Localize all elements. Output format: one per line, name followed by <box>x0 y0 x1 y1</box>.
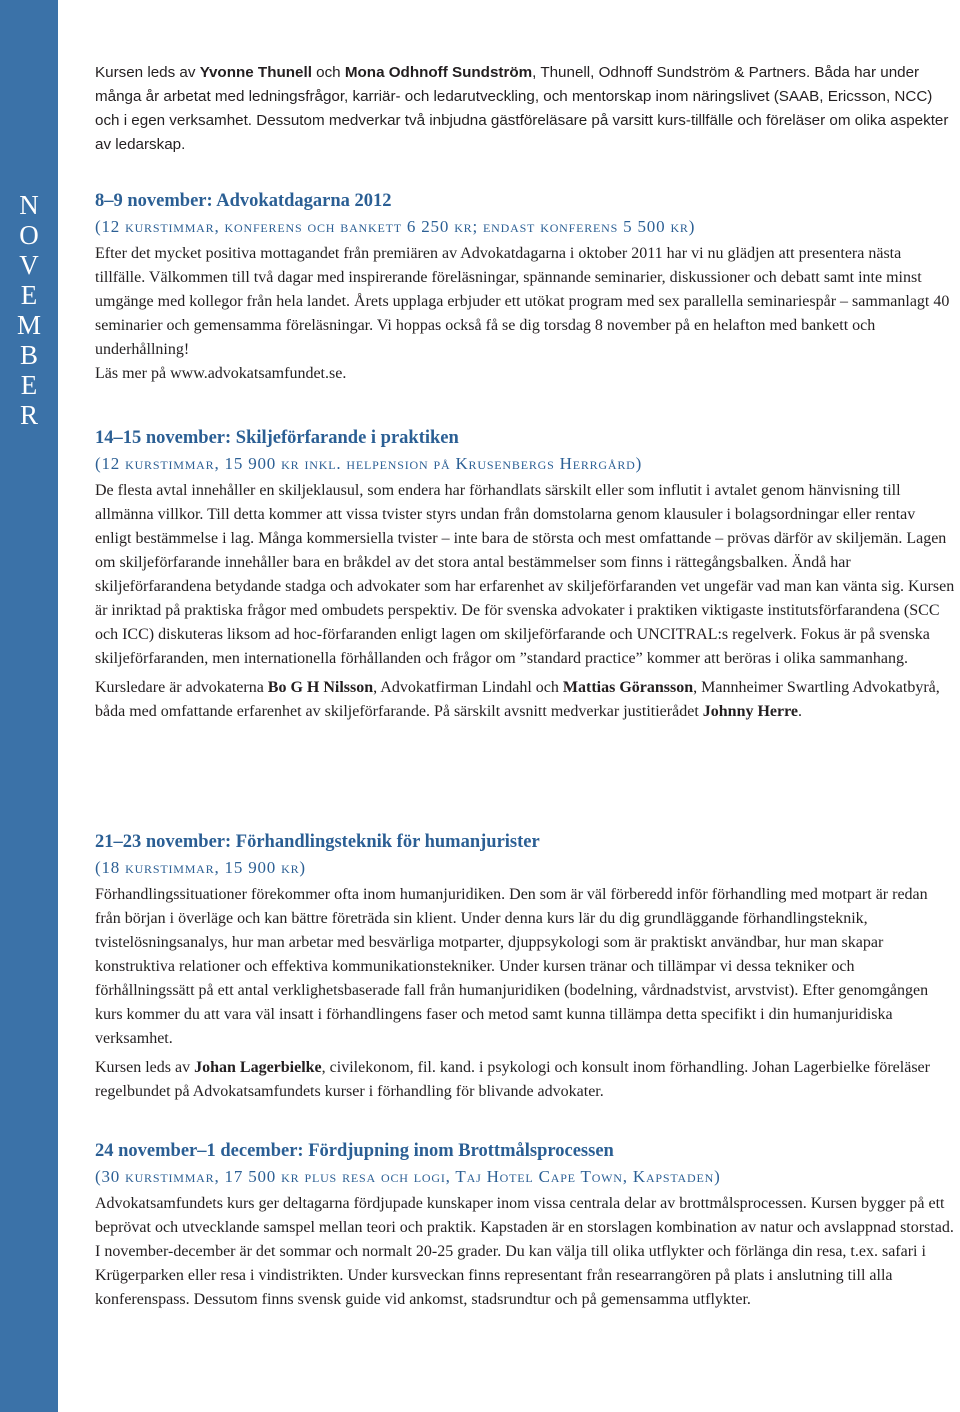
course-leaders <box>95 1056 955 1104</box>
month-letter: V <box>19 250 39 280</box>
month-letter: E <box>20 280 38 310</box>
course-title: 14–15 november: Skiljeförfarande i praktiken <box>95 428 459 448</box>
intro-text: Kursen leds av <box>95 64 200 81</box>
month-letter: E <box>20 370 38 400</box>
course-advokatdagarna <box>95 188 955 386</box>
leader-name: Mattias Göransson <box>562 679 694 696</box>
leader-name: Johnny Herre <box>702 703 799 720</box>
course-brottmalsprocessen <box>95 1138 955 1312</box>
course-title: 21–23 november: Förhandlingsteknik för humanjurister <box>95 832 540 852</box>
leaders-text: , Mannheimer Swartling Advokatbyrå, båda med omfattande erfarenhet av skiljeförfarande. På särskilt avsnitt medverkar justitierådet <box>95 679 940 720</box>
course-subtitle: (30 kurstimmar, 17 500 kr plus resa och logi, Taj Hotel Cape Town, Kapstaden) <box>95 1167 721 1186</box>
course-forhandlingsteknik <box>95 829 955 1104</box>
course-title: 8–9 november: Advokatdagarna 2012 <box>95 191 392 211</box>
intro-text: och <box>311 64 345 81</box>
month-label-november <box>0 190 58 430</box>
intro-text: , Thunell, Odhnoff Sundström & Partners. Båda har under många år arbetat med ledningsfrågor, karriär- och ledarutveckling, och mentorskap inom näringslivet (SAAB, Ericsson, NCC) och i egen verksamhet. Dessutom medverkar två inbjudna gästföreläsare på varsitt kurs-tillfälle och föreläser om olika aspekter av ledarskap. <box>95 64 949 153</box>
course-skiljeforfarande <box>95 425 955 724</box>
leader-name: Bo G H Nilsson <box>267 679 374 696</box>
leaders-text: , Advokatfirman Lindahl och <box>373 679 563 696</box>
month-letter: B <box>19 340 38 370</box>
month-letter: O <box>19 220 39 250</box>
course-link-text: Läs mer på www.advokatsamfundet.se. <box>95 365 347 382</box>
month-letter: N <box>19 190 39 220</box>
month-letter: R <box>19 400 38 430</box>
presenter-name: Yvonne Thunell <box>199 64 312 81</box>
course-description: Efter det mycket positiva mottagandet från premiären av Advokatdagarna i oktober 2011 har vi nu glädjen att presentera nästa tillfälle. Välkommen till två dagar med inspirerande föreläsningar, spännande seminarier, diskussioner och debatt samt inte minst umgänge med kollegor från hela landet. Årets upplaga erbjuder ett utökat program med sex parallella seminariespår – sammanlagt 40 seminarier och gemensamma föreläsningar. Vi hoppas också få se dig torsdag 8 november på en helafton med bankett och underhållning! <box>95 245 950 358</box>
course-leaders <box>95 676 955 724</box>
leaders-text: Kursledare är advokaterna <box>95 679 268 696</box>
course-subtitle: (18 kurstimmar, 15 900 kr) <box>95 858 306 877</box>
month-letter: M <box>16 310 41 340</box>
course-description: De flesta avtal innehåller en skiljeklausul, som endera har förhandlats särskilt eller som influtit i avtalet genom hänvisning till allmänna villkor. Till detta kommer att vissa tvister styrs undan från domstolarna genom klausuler i bolagsordningar eller rentav enligt bestämmelse i lag. Många kommersiella tvister – inte bara de största och mest omfattande – prövas därför av skiljemän. Lagen om skiljeförfarande innehåller bara en bråkdel av det stora antal bestämmelser som finns i rättegångsbalken. Ändå har skiljeförfarandena betydande stadga och advokater som har erfarenhet av skiljeförfaranden vet ungefär vad man kan vänta sig. Kursen är inriktad på praktiska frågor med ombudets perspektiv. De för svenska advokater i praktiken viktigaste institutsförfarandena (SCC och ICC) diskuteras liksom ad hoc-förfaranden enligt lagen om skiljeförfarande och UNCITRAL:s regelverk. Fokus är på svenska skiljeförfaranden, men internationella förhållanden och frågor om ”standard practice” kommer att beröras i olika sammanhang. <box>95 482 955 667</box>
leaders-text: Kursen leds av <box>95 1059 195 1076</box>
course-description: Förhandlingssituationer förekommer ofta inom humanjuridiken. Den som är väl förberedd inför förhandling med motpart är redan från början i överläge och kan bättre företräda sin klient. Under denna kurs lär du dig grundläggande förhandlingsteknik, tvistelösningsanalys, hur man arbetar med besvärliga motparter, djuppsykologi som är praktiskt användbar, hur man skapar konstruktiva relationer och effektiva kommunikationstekniker. Under kursen tränar och tillämpar vi dessa tekniker och förhållningssätt på ett antal verklighetsbaserade fall från humanjuridiken (bodelning, vårdnadstvist, arvstvist). Efter genomgången kurs kommer du att vara väl insatt i förhandlingens faser och metod samt kunna tillämpa detta specifikt i din humanjuridiska verksamhet. <box>95 886 929 1047</box>
month-sidebar <box>0 0 58 1412</box>
course-subtitle: (12 kurstimmar, 15 900 kr inkl. helpension på Krusenbergs Herrgård) <box>95 454 643 473</box>
course-subtitle: (12 kurstimmar, konferens och bankett 6 250 kr; endast konferens 5 500 kr) <box>95 217 696 236</box>
intro-paragraph <box>95 61 955 157</box>
presenter-name: Mona Odhnoff Sundström <box>344 64 533 81</box>
leaders-text: . <box>798 703 803 720</box>
course-description: Advokatsamfundets kurs ger deltagarna fördjupade kunskaper inom vissa centrala delar av brottmålsprocessen. Kursen bygger på ett beprövat och utvecklande samspel mellan teori och praktik. Kapstaden är en storslagen kombination av natur och avslappnad storstad. I november-december är det sommar och normalt 20-25 grader. Du kan välja till olika utflykter och förlänga din resa, t.ex. safari i Krügerparken eller resa i vindistrikten. Under kursveckan finns representant från researrangören på plats i anslutning till alla konferenspass. Dessutom finns svensk guide vid ankomst, stadsrundtur och på gemensamma utflykter. <box>95 1195 954 1308</box>
leader-name: Johan Lagerbielke <box>194 1059 322 1076</box>
leaders-text: , civilekonom, fil. kand. i psykologi och konsult inom förhandling. Johan Lagerbielke föreläser regelbundet på Advokatsamfundets kurser i förhandling för blivande advokater. <box>95 1059 930 1100</box>
course-title: 24 november–1 december: Fördjupning inom Brottmålsprocessen <box>95 1141 614 1161</box>
